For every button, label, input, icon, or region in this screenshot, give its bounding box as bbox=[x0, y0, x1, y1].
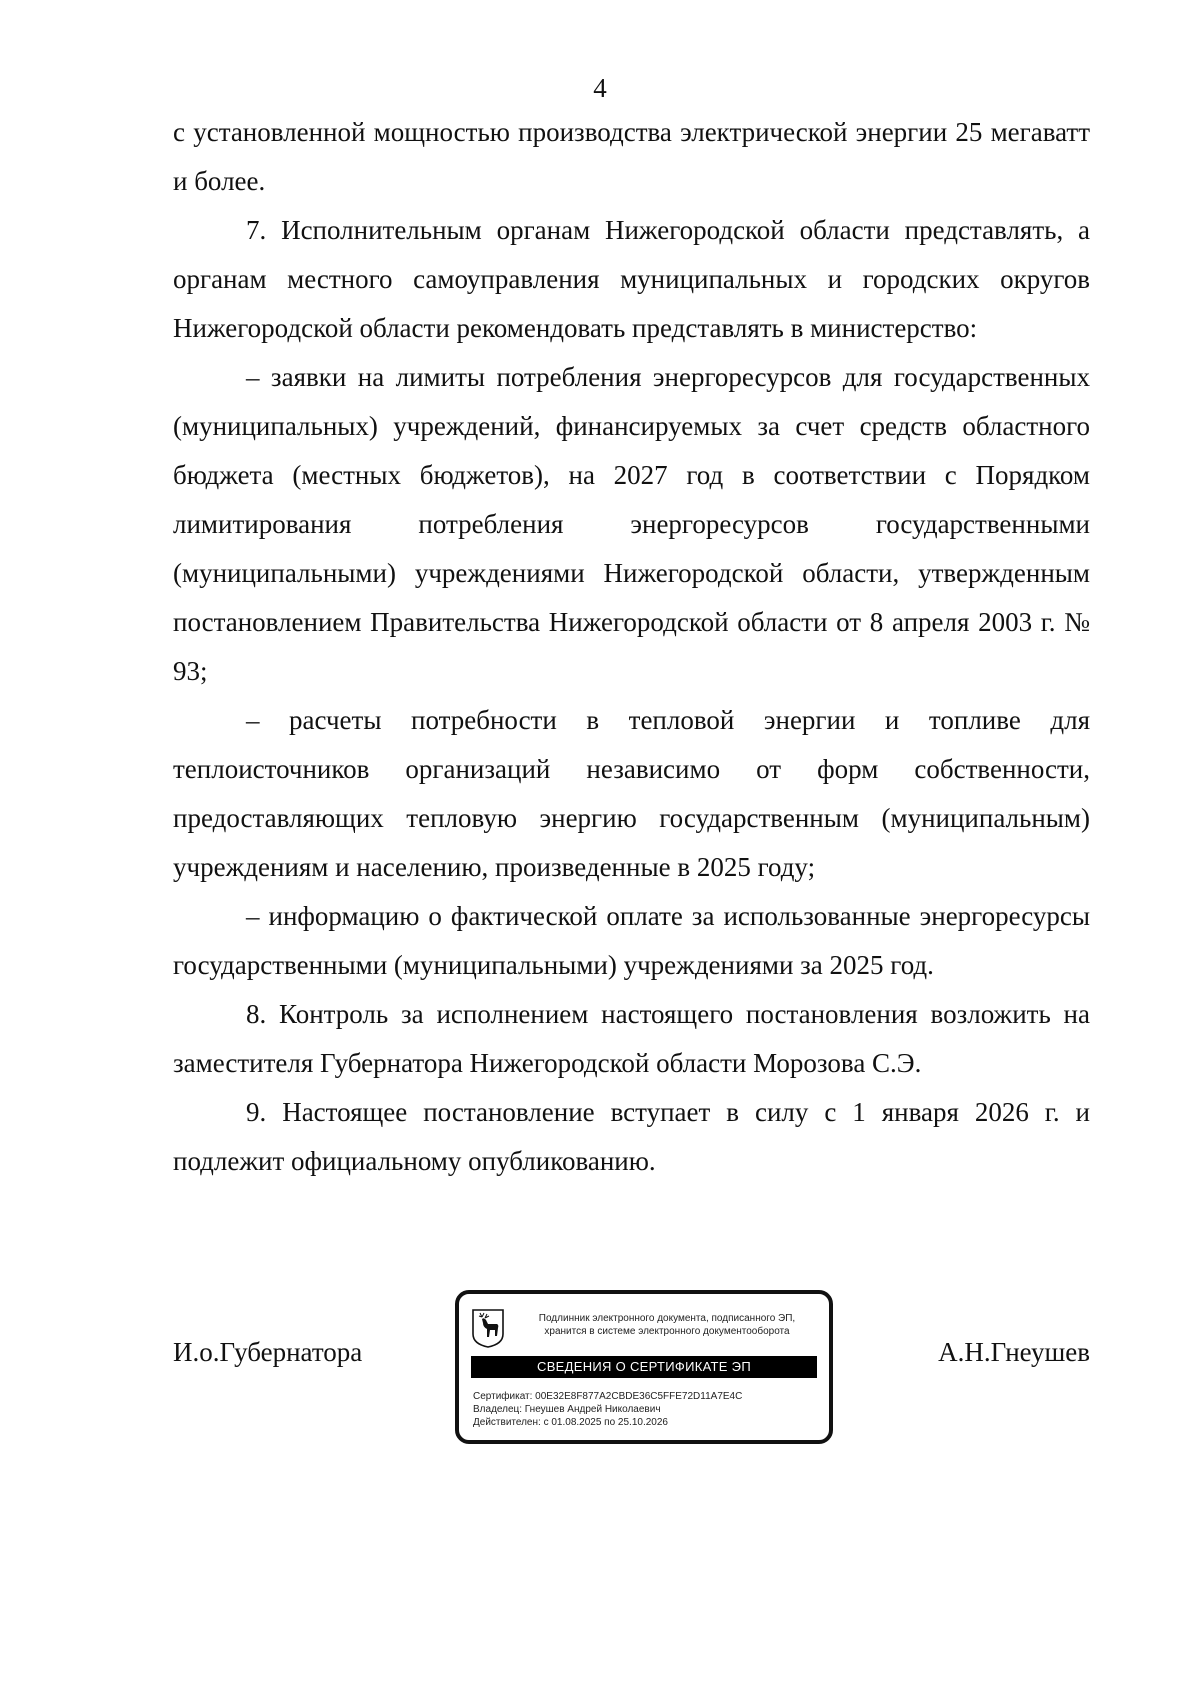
paragraph-item-8: 8. Контроль за исполнением настоящего постановления возложить на заместителя Губернатора Нижегородской области Морозова С.Э. bbox=[173, 999, 1090, 1078]
signatory-name: А.Н.Гнеушев bbox=[938, 1337, 1090, 1367]
signatory-title: И.о.Губернатора bbox=[173, 1337, 363, 1367]
signature-block bbox=[173, 1290, 1090, 1450]
stamp-certificate-bar: СВЕДЕНИЯ О СЕРТИФИКАТЕ ЭП bbox=[471, 1356, 817, 1378]
certificate-number: Сертификат: 00E32E8F877A2CBDE36C5FFE72D11A7E4C bbox=[473, 1391, 743, 1402]
stamp-header-line: Подлинник электронного документа, подписанного ЭП, bbox=[538, 1313, 796, 1324]
stamp-header bbox=[517, 1312, 817, 1338]
stamp-header-line: хранится в системе электронного документооборота bbox=[544, 1326, 790, 1337]
paragraph-bullet-payment: – информацию о фактической оплате за использованные энергоресурсы государственными (муниципальными) учреждениями за 2025 год. bbox=[173, 901, 1090, 980]
electronic-signature-stamp bbox=[455, 1290, 833, 1444]
stamp-certificate-details bbox=[473, 1390, 742, 1429]
deer-emblem-icon bbox=[471, 1308, 505, 1348]
page-number: 4 bbox=[593, 73, 607, 103]
paragraph-item-7: 7. Исполнительным органам Нижегородской области представлять, а органам местного самоуправления муниципальных и городских округов Нижегородской области рекомендовать представлять в министерство: bbox=[173, 215, 1090, 343]
certificate-validity: Действителен: с 01.08.2025 по 25.10.2026 bbox=[473, 1417, 668, 1428]
paragraph-continuation: с установленной мощностью производства электрической энергии 25 мегаватт и более. bbox=[173, 117, 1090, 196]
paragraph-bullet-limits: – заявки на лимиты потребления энергоресурсов для государственных (муниципальных) учреждений, финансируемых за счет средств областного бюджета (местных бюджетов), на 2027 год в соответствии с Порядком лимитирования потребления энергоресурсов государственными (муниципальными) учреждениями Нижегородской области, утвержденным постановлением Правительства Нижегородской области от 8 апреля 2003 г. № 93; bbox=[173, 362, 1090, 686]
paragraph-bullet-heat: – расчеты потребности в тепловой энергии и топливе для теплоисточников организаций независимо от форм собственности, предоставляющих тепловую энергию государственным (муниципальным) учреждениям и населению, произведенные в 2025 году; bbox=[173, 705, 1090, 882]
document-body bbox=[173, 108, 1090, 1186]
certificate-owner: Владелец: Гнеушев Андрей Николаевич bbox=[473, 1404, 661, 1415]
paragraph-item-9: 9. Настоящее постановление вступает в силу с 1 января 2026 г. и подлежит официальному опубликованию. bbox=[173, 1097, 1090, 1176]
